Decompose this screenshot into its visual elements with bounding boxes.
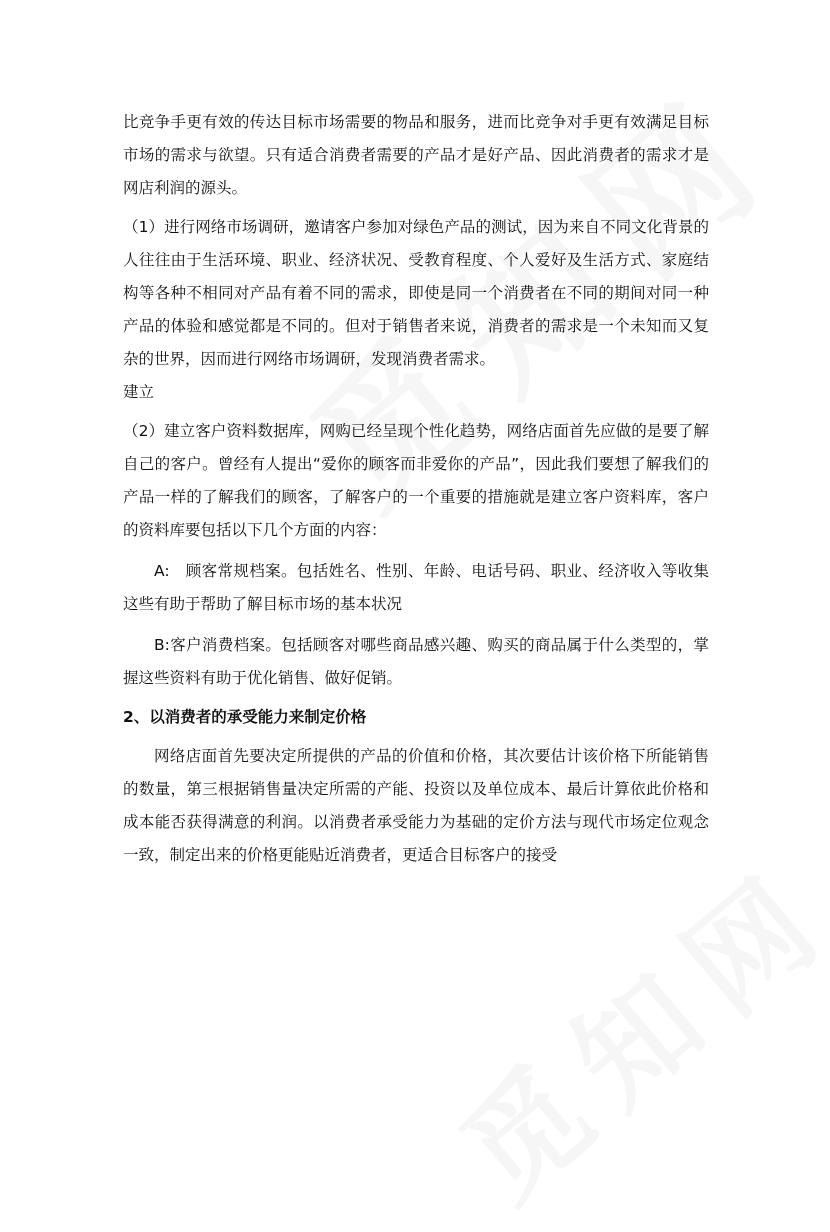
paragraph-jianli: 建立 — [123, 383, 155, 401]
section-heading-2: 2、以消费者的承受能力来制定价格 — [123, 708, 367, 726]
paragraph-item-2: （2）建立客户资料数据库，网购已经呈现个性化趋势，网络店面首先应做的是要了解自己的客户。曾经有人提出“爱你的顾客而非爱你的产品”，因此我们要想了解我们的产品一样的了解我们的顾客，了解客户的一个重要的措施就是建立客户资料库，客户的资料库要包括以下几个方面的内容： — [123, 422, 709, 539]
paragraph-item-b: B:客户消费档案。包括顾客对哪些商品感兴趣、购买的商品属于什么类型的，掌握这些资料有助于优化销售、做好促销。 — [123, 636, 709, 687]
paragraph-item-a: A: 顾客常规档案。包括姓名、性别、年龄、电话号码、职业、经济收入等收集这些有助于帮助了解目标市场的基本状况 — [123, 562, 709, 613]
document-body — [123, 106, 709, 872]
paragraph-item-1: （1）进行网络市场调研，邀请客户参加对绿色产品的测试，因为来自不同文化背景的人往往由于生活环境、职业、经济状况、受教育程度、个人爱好及生活方式、家庭结构等各种不相同对产品有着不同的需求，即使是同一个消费者在不同的期间对同一种产品的体验和感觉都是不同的。但对于销售者来说，消费者的需求是一个未知而又复杂的世界，因而进行网络市场调研，发现消费者需求。 — [123, 218, 709, 368]
watermark-bottom — [420, 820, 830, 1231]
paragraph-intro: 比竞争手更有效的传达目标市场需要的物品和服务，进而比竞争对手更有效满足目标市场的需求与欲望。只有适合消费者需要的产品才是好产品、因此消费者的需求才是网店利润的源头。 — [123, 113, 709, 197]
paragraph-pricing: 网络店面首先要决定所提供的产品的价值和价格，其次要估计该价格下所能销售的数量，第三根据销售量决定所需的产能、投资以及单位成本、最后计算依此价格和成本能否获得满意的利润。以消费者承受能力为基础的定价方法与现代市场定位观念一致，制定出来的价格更能贴近消费者，更适合目标客户的接受 — [123, 747, 709, 864]
